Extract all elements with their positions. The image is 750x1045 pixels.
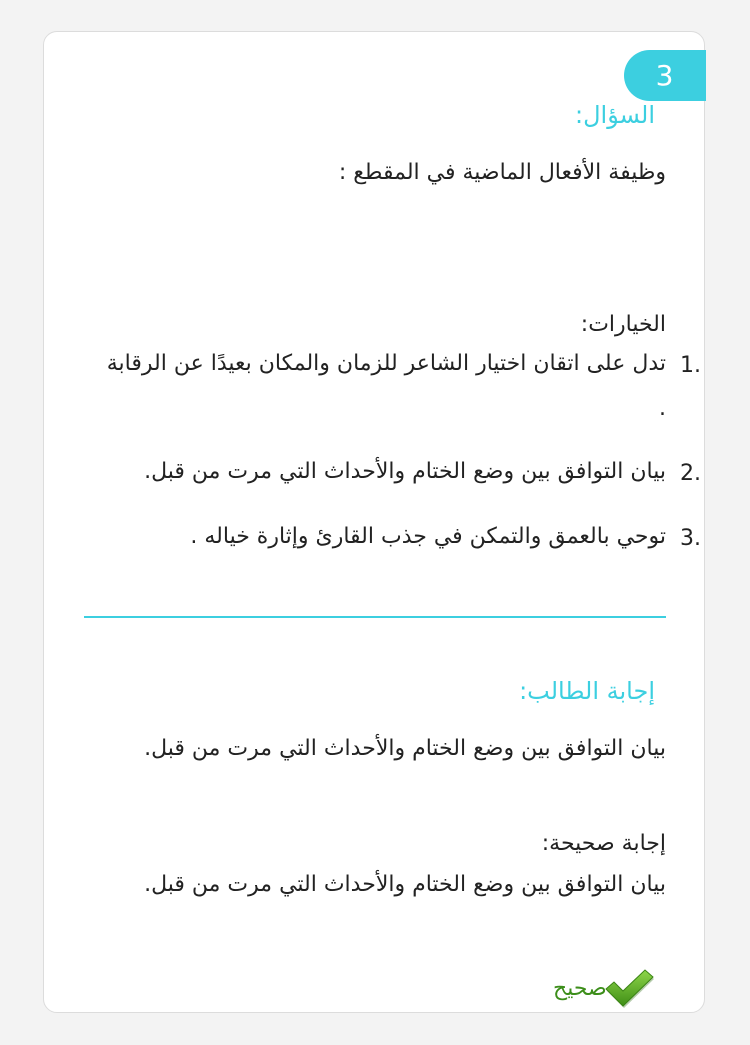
- option-1-number: 1.: [680, 353, 701, 378]
- option-2-text: بيان التوافق بين وضع الختام والأحداث التي مرت من قبل.: [144, 459, 666, 484]
- option-1-text-continuation: .: [659, 396, 666, 421]
- student-answer-label: إجابة الطالب:: [519, 677, 655, 705]
- question-label: السؤال:: [575, 101, 655, 129]
- verdict: [553, 966, 655, 1010]
- student-answer-text: بيان التوافق بين وضع الختام والأحداث التي مرت من قبل.: [144, 736, 666, 761]
- question-number-badge: [624, 50, 706, 101]
- section-divider: [84, 616, 666, 618]
- correct-answer-text: بيان التوافق بين وضع الختام والأحداث التي مرت من قبل.: [144, 872, 666, 897]
- question-text: وظيفة الأفعال الماضية في المقطع :: [338, 160, 666, 185]
- option-3-text: توحي بالعمق والتمكن في جذب القارئ وإثارة خياله .: [190, 524, 666, 549]
- question-number: 3: [655, 59, 674, 92]
- options-label: الخيارات:: [580, 312, 666, 337]
- verdict-label: صحيح: [553, 975, 607, 1001]
- option-2-number: 2.: [680, 461, 701, 486]
- checkmark-icon: [603, 967, 655, 1009]
- option-1-text: تدل على اتقان اختيار الشاعر للزمان والمكان بعيدًا عن الرقابة: [106, 351, 666, 376]
- correct-answer-label: إجابة صحيحة:: [541, 831, 666, 856]
- option-3-number: 3.: [680, 526, 701, 551]
